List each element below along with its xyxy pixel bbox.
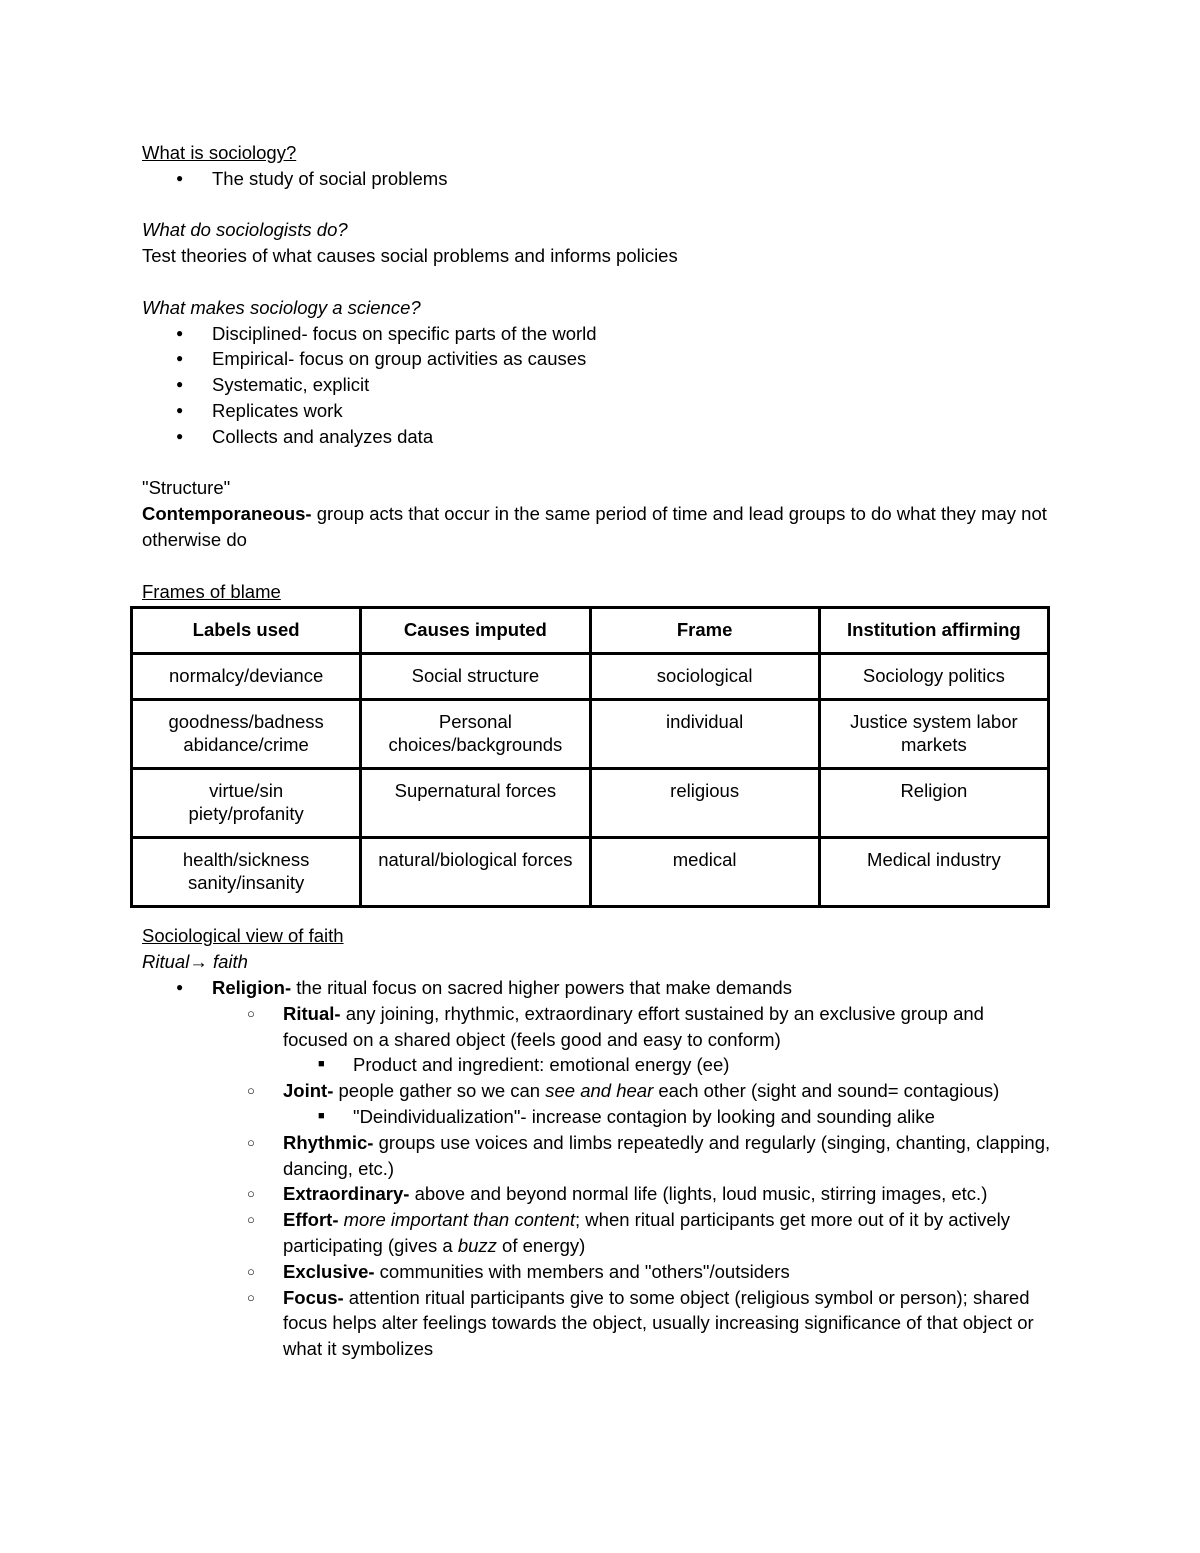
list-item: ■ Product and ingredient: emotional energy (ee) (142, 1052, 1052, 1078)
table-body (132, 654, 1049, 907)
cell-text: Religion (900, 780, 968, 802)
term: Exclusive- (283, 1260, 375, 1282)
list-item (142, 1130, 1052, 1182)
table-cell (361, 654, 590, 700)
table-cell (590, 654, 819, 700)
emphasis-text: see and hear (545, 1080, 654, 1102)
table-cell (819, 838, 1048, 907)
table-cell (132, 700, 361, 769)
column-header: Frame (590, 608, 819, 654)
structure-quote: "Structure" (142, 477, 231, 499)
term: Joint- (283, 1080, 334, 1102)
definition-text: each other (sight and sound= contagious) (653, 1080, 1000, 1102)
definition-text: communities with members and "others"/outsiders (374, 1260, 790, 1282)
section-heading: Sociological view of faith (142, 925, 344, 947)
cell-text: Social structure (411, 665, 540, 687)
definition-text: any joining, rhythmic, extraordinary effort sustained by an exclusive group and focused on a shared object (feels good and easy to conform) (283, 1002, 984, 1050)
sub-bullet-list (142, 1001, 1052, 1053)
sub-bullet-list (142, 1130, 1052, 1362)
table-cell (590, 769, 819, 838)
question-heading: What is sociology? (142, 142, 297, 163)
frames-table (130, 606, 1050, 908)
section-heading: Frames of blame (142, 580, 281, 602)
definition-paragraph (142, 501, 1052, 553)
bullet-list (142, 321, 1052, 450)
table-cell (819, 700, 1048, 769)
table-row (132, 769, 1049, 838)
answer-text: Test theories of what causes social problems and informs policies (142, 245, 678, 267)
table-cell (132, 838, 361, 907)
list-item (142, 1078, 1052, 1104)
definition-text: group acts that occur in the same period of time and lead groups to do what they may not otherwise do (142, 503, 1047, 550)
question-heading: What do sociologists do? (142, 219, 348, 241)
bullet-list (142, 166, 1052, 192)
cell-text: choices/backgrounds (388, 734, 563, 756)
bullet-list (142, 975, 1052, 1001)
column-header: Causes imputed (361, 608, 590, 654)
term: Extraordinary- (283, 1183, 410, 1205)
term: Ritual- (283, 1002, 341, 1024)
definition-text: above and beyond normal life (lights, loud music, stirring images, etc.) (409, 1183, 988, 1205)
table-header-row (132, 608, 1049, 654)
cell-text: Justice system labor (850, 711, 1018, 733)
list-item (142, 1285, 1052, 1362)
cell-text: Supernatural forces (394, 780, 557, 802)
question-heading: What makes sociology a science? (142, 296, 421, 318)
cell-text: markets (900, 734, 967, 756)
table-cell (361, 769, 590, 838)
list-item: ■ "Deindividualization"- increase contagion by looking and sounding alike (142, 1104, 1052, 1130)
table-cell (819, 769, 1048, 838)
cell-text: religious (670, 780, 740, 802)
column-header: Labels used (132, 608, 361, 654)
column-header: Institution affirming (819, 608, 1048, 654)
table-cell (132, 654, 361, 700)
emphasis-text: buzz (457, 1234, 497, 1256)
list-item: ● The study of social problems (142, 166, 1052, 192)
definition-text: of energy) (496, 1234, 586, 1256)
cell-text: piety/profanity (188, 803, 304, 825)
list-item: ● Systematic, explicit (142, 372, 1052, 398)
cell-text: sociological (656, 665, 753, 687)
definition-text: people gather so we can (333, 1080, 546, 1102)
subheading: Ritual→ faith (142, 951, 248, 973)
term: Contemporaneous- (142, 503, 312, 525)
list-item (142, 975, 1052, 1001)
cell-text: Medical industry (867, 849, 1001, 871)
list-item: ● Collects and analyzes data (142, 424, 1052, 450)
cell-text: medical (672, 849, 737, 871)
sub-sub-bullet-list (142, 1052, 1052, 1078)
table-cell (361, 838, 590, 907)
cell-text: Sociology politics (862, 665, 1005, 687)
table-cell (132, 769, 361, 838)
cell-text: virtue/sin (209, 780, 284, 802)
list-item: ● Disciplined- focus on specific parts of the world (142, 321, 1052, 347)
sub-sub-bullet-list (142, 1104, 1052, 1130)
cell-text: Personal (438, 711, 512, 733)
definition-text: attention ritual participants give to some object (religious symbol or person); shared focus helps alter feelings towards the object, usually increasing significance of that object or what it symbolizes (283, 1286, 1034, 1360)
cell-text: health/sickness (182, 849, 310, 871)
term: Effort- (283, 1209, 339, 1231)
definition-text: groups use voices and limbs repeatedly and regularly (singing, chanting, clapping, dancing, etc.) (283, 1131, 1051, 1179)
table-row (132, 654, 1049, 700)
list-item: ● Replicates work (142, 398, 1052, 424)
table-cell (590, 700, 819, 769)
table-cell (361, 700, 590, 769)
list-item (142, 1181, 1052, 1207)
term: Religion- (212, 976, 292, 998)
cell-text: normalcy/deviance (169, 665, 324, 687)
list-item (142, 1001, 1052, 1053)
table-cell (590, 838, 819, 907)
cell-text: goodness/badness (168, 711, 324, 733)
sub-bullet-list (142, 1078, 1052, 1104)
list-item (142, 1207, 1052, 1259)
cell-text: sanity/insanity (188, 872, 305, 894)
definition-text: the ritual focus on sacred higher powers that make demands (291, 976, 792, 998)
table-cell (819, 654, 1048, 700)
term: Focus- (283, 1286, 344, 1308)
table-row (132, 700, 1049, 769)
list-item (142, 1259, 1052, 1285)
definition-text: ; when ritual participants get more out of it by actively participating (gives a (283, 1209, 1010, 1256)
term: Rhythmic- (283, 1131, 374, 1153)
cell-text: abidance/crime (183, 734, 309, 756)
list-item: ● Empirical- focus on group activities as causes (142, 346, 1052, 372)
table-row (132, 838, 1049, 907)
emphasis-text: more important than content (338, 1209, 576, 1231)
cell-text: individual (666, 711, 744, 733)
document-page (142, 140, 1052, 1362)
cell-text: natural/biological forces (378, 849, 573, 871)
